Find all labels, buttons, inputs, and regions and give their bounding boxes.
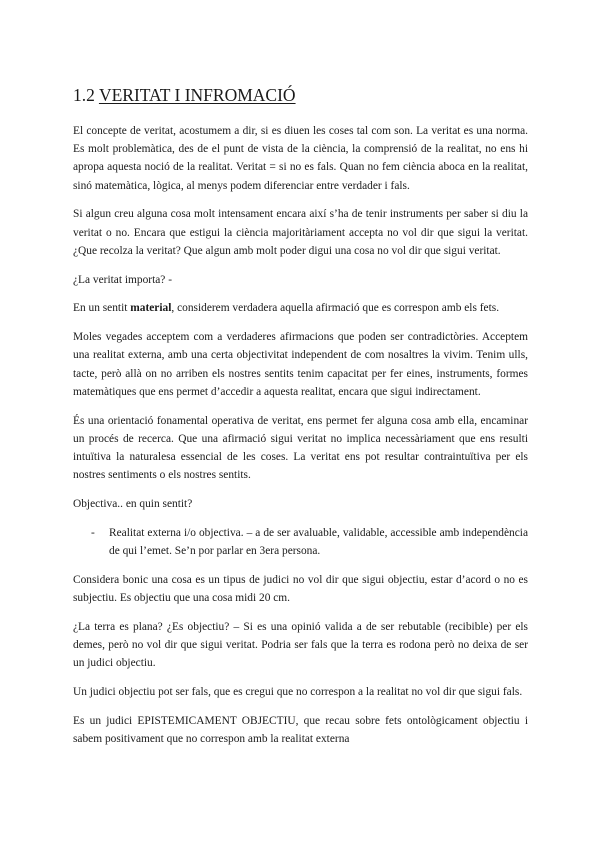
bullet-dash: - [91,526,95,539]
paragraph-objective-question: Objectiva.. en quin sentit? [73,498,193,511]
list-item [73,524,528,560]
paragraph-truth-matters: ¿La veritat importa? - [73,273,172,286]
paragraph-epistemic-objective: Es un judici EPISTEMICAMENT OBJECTIU, que recau sobre fets ontològicament objectiu i sabem positivament que no correspon amb la realitat externa [73,714,528,746]
paragraph-objective-false: Un judici objectiu pot ser fals, que es cregui que no correspon a la realitat no vol dir que sigui fals. [73,686,523,699]
section-title: VERITAT I INFROMACIÓ [98,85,296,105]
section-number: 1.2 [73,85,95,105]
section-heading [73,84,296,106]
bullet-text: Realitat externa i/o objectiva. – a de ser avaluable, validable, accessible amb independència de qui l’emet. Se’n por parlar en 3era persona. [109,526,528,558]
material-sense-prefix: En un sentit [73,302,131,315]
paragraph-material-sense [73,299,528,317]
material-sense-suffix: , considerem verdadera aquella afirmació que es correspon amb els fets. [171,302,500,315]
paragraph-flat-earth: ¿La terra es plana? ¿Es objectiu? – Si es una opinió valida a de ser rebutable (recibible) per els demes, però no vol dir que sigui veritat. Podria ser fals que la terra es rodona però no deixa de ser un judici objectiu. [73,620,528,670]
paragraph-belief-instruments: Si algun creu alguna cosa molt intensament encara així s’ha de tenir instruments per saber si diu la veritat o no. Encara que estigui la ciència majoritàriament accepta no vol dir que sigui la veritat. ¿Que recolza la veritat? Que algun amb molt poder digui una cosa no vol dir que sigui veritat. [73,208,528,257]
paragraph-truth-concept: El concepte de veritat, acostumem a dir, si es diuen les coses tal com son. La veritat es una norma. Es molt problemàtica, des de el punt de vista de la ciència, la comprensió de la realitat, no ens hi apropa aquesta noció de la realitat. Veritat = si no es fals. Quan no fem ciència aboca en la realitat, sinó matemàtica, lògica, al menys podem diferenciar entre verdader i fals. [73,125,528,192]
paragraph-external-reality: Moles vegades acceptem com a verdaderes afirmacions que poden ser contradictòries. Acceptem una realitat externa, amb una certa objectivitat independent de com nosaltres la vivim. Tenim ulls, tacte, però allà on no arriben els nostres sentits tenim capacitat per fer eines, instruments, formes matemàtiques que ens permet d’accedir a aquesta realitat, encara que sigui indirectament. [73,331,528,398]
paragraph-operative-orientation: És una orientació fonamental operativa de veritat, ens permet fer alguna cosa amb ella, encaminar un procés de recerca. Que una afirmació sigui veritat no implica necessàriament que ens resulti intuïtiva la naturalesa essencial de les coses. La veritat ens pot resultar contraintuïtiva per els nostres sentiments o els nostres sentits. [73,414,528,482]
material-keyword: material [130,302,172,315]
document-body [73,122,528,759]
paragraph-judgement-type: Considera bonic una cosa es un tipus de judici no vol dir que sigui objectiu, estar d’acord o no es subjectiu. Es objectiu que una cosa midi 20 cm. [73,573,528,605]
